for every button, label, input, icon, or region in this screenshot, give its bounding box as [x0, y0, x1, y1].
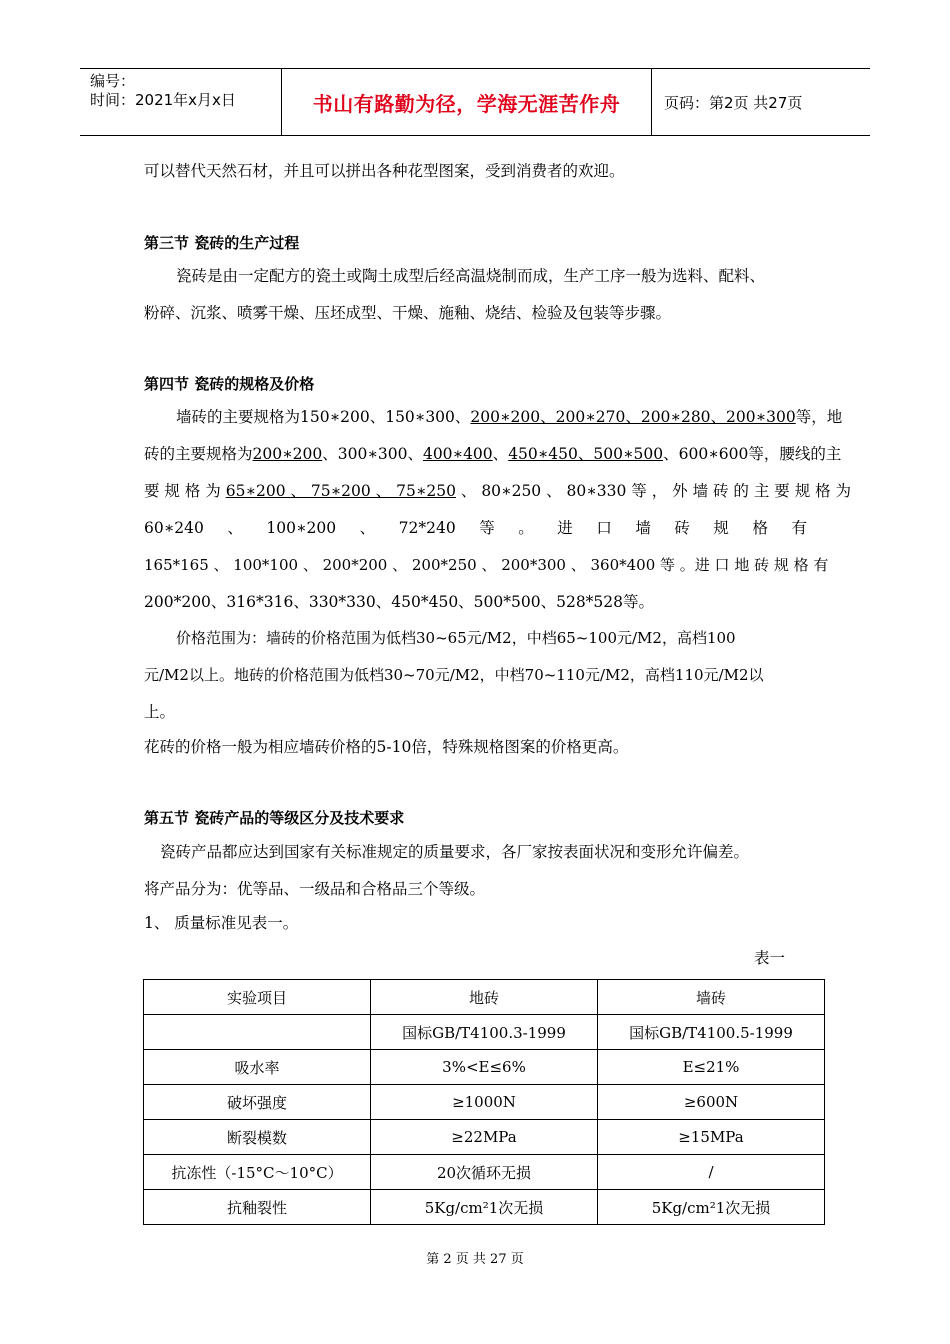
section3-heading: 第三节 瓷砖的生产过程 [144, 234, 300, 252]
table-cell: 国标GB/T4100.5-1999 [598, 1015, 825, 1050]
section5-heading: 第五节 瓷砖产品的等级区分及技术要求 [144, 809, 405, 827]
spec-underlined: 200∗200 [252, 445, 323, 463]
spec-word: 100∗200 [266, 519, 337, 537]
table-header-cell: 墙砖 [598, 980, 825, 1015]
spec-text: 墙砖的主要规格为150∗200、150∗300、 [176, 408, 471, 426]
spec-word: 。 [518, 519, 534, 537]
spec-underlined: 400∗400 [422, 445, 493, 463]
spec-text: 要 规 格 为 [144, 482, 226, 500]
table-row [144, 1015, 825, 1050]
table-row [144, 1155, 825, 1190]
spec-text: 砖的主要规格为 [144, 445, 253, 463]
table-cell: 5Kg/cm²1次无损 [598, 1190, 825, 1225]
header-motto: 书山有路勤为径，学海无涯苦作舟 [281, 69, 652, 135]
table-cell: E≤21% [598, 1050, 825, 1085]
spec-line3 [144, 481, 852, 501]
spec-line1 [176, 407, 843, 427]
table-cell: 抗釉裂性 [144, 1190, 371, 1225]
spec-word: 等 [479, 519, 495, 537]
table-cell: 5Kg/cm²1次无损 [371, 1190, 598, 1225]
spec-word: 规 [713, 519, 729, 537]
section5-line1: 瓷砖产品都应达到国家有关标准规定的质量要求，各厂家按表面状况和变形允许偏差。 [160, 843, 750, 861]
page-header [80, 68, 870, 136]
price-line2: 元/M2以上。地砖的价格范围为低档30~70元/M2，中档70~110元/M2，高档110元/M2以 [144, 666, 764, 684]
quality-standard-table [143, 979, 825, 1225]
spec-underlined: 450∗450、500∗500 [508, 445, 664, 463]
table-cell: ≥15MPa [598, 1120, 825, 1155]
spec-line2 [144, 444, 842, 464]
section3-line1: 瓷砖是由一定配方的瓷土或陶土成型后经高温烧制而成，生产工序一般为选料、配料、 [176, 267, 766, 285]
table-cell: 破坏强度 [144, 1085, 371, 1120]
table-row [144, 1190, 825, 1225]
spec-underlined: 200∗200、200∗270、200∗280、200∗300 [470, 408, 796, 426]
table-cell [144, 1015, 371, 1050]
section5-line3: 1、 质量标准见表一。 [144, 914, 299, 932]
spec-word: 进 [557, 519, 573, 537]
table-cell: / [598, 1155, 825, 1190]
table-header-cell: 实验项目 [144, 980, 371, 1015]
spec-word: 砖 [674, 519, 690, 537]
spec-text: 、600∗600等，腰线的主 [663, 445, 842, 463]
number-label: 编号： [90, 72, 136, 90]
header-page-info: 页码：第2页 共27页 [664, 93, 803, 112]
table-cell: 抗冻性（-15°C～10°C） [144, 1155, 371, 1190]
price-line3: 上。 [144, 703, 176, 721]
spec-line4 [144, 518, 807, 538]
spec-word: 有 [791, 519, 807, 537]
table-cell: 吸水率 [144, 1050, 371, 1085]
spec-word: 60∗240 [144, 519, 204, 537]
table-cell: 20次循环无损 [371, 1155, 598, 1190]
spec-word: 格 [752, 519, 768, 537]
header-left-cell [80, 69, 281, 135]
spec-word: 墙 [635, 519, 651, 537]
spec-text: 、 80∗250 、 80∗330 等 ， 外 墙 砖 的 主 要 规 格 为 [455, 482, 852, 500]
table-cell: ≥600N [598, 1085, 825, 1120]
spec-line6: 200*200、316*316、330*330、450*450、500*500、528*528等。 [144, 593, 655, 611]
table-cell: 国标GB/T4100.3-1999 [371, 1015, 598, 1050]
flower-tile-price: 花砖的价格一般为相应墙砖价格的5-10倍，特殊规格图案的价格更高。 [144, 738, 629, 756]
table-header-cell: 地砖 [371, 980, 598, 1015]
spec-underlined: 65∗200 、 75∗200 、 75∗250 [225, 482, 456, 500]
table-row [144, 1120, 825, 1155]
table-row [144, 1050, 825, 1085]
table-caption: 表一 [754, 949, 786, 967]
spec-word: 、 [359, 519, 376, 537]
spec-word: 、 [227, 519, 243, 537]
table-row [144, 1085, 825, 1120]
price-line1: 价格范围为：墙砖的价格范围为低档30~65元/M2，中档65~100元/M2，高档100 [176, 629, 736, 647]
spec-word: 72*240 [398, 519, 456, 537]
table-cell: ≥22MPa [371, 1120, 598, 1155]
table-header-row [144, 980, 825, 1015]
section4-heading: 第四节 瓷砖的规格及价格 [144, 375, 315, 393]
spec-word: 口 [596, 519, 612, 537]
spec-text: 等，地 [795, 408, 843, 426]
table-cell: ≥1000N [371, 1085, 598, 1120]
spec-text: 、300∗300、 [322, 445, 423, 463]
intro-paragraph: 可以替代天然石材，并且可以拼出各种花型图案，受到消费者的欢迎。 [144, 162, 625, 180]
section3-line2: 粉碎、沉浆、喷雾干燥、压坯成型、干燥、施釉、烧结、检验及包装等步骤。 [144, 304, 672, 322]
spec-line5: 165*165 、 100*100 、 200*200 、 200*250 、 200*300 、 360*400 等 。进 口 地 砖 规 格 有 [144, 556, 829, 574]
table-cell: 3%<E≤6% [371, 1050, 598, 1085]
page-number: 第 2 页 共 27 页 [426, 1252, 524, 1267]
section5-line2: 将产品分为：优等品、一级品和合格品三个等级。 [144, 880, 486, 898]
spec-text: 、 [492, 445, 509, 463]
date-label: 时间：2021年x月x日 [90, 91, 236, 109]
table-cell: 断裂模数 [144, 1120, 371, 1155]
